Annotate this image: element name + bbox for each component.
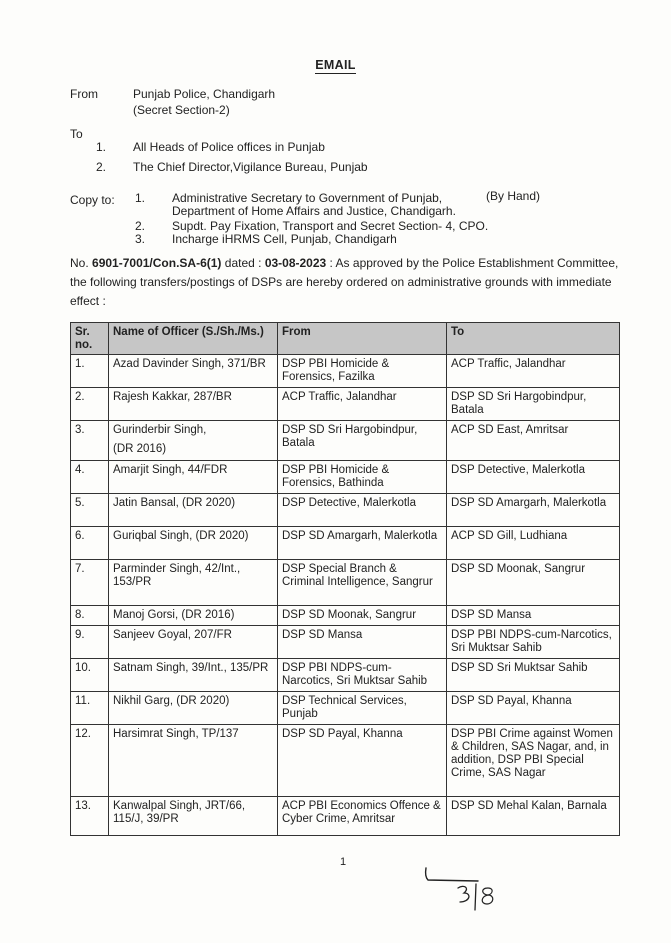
cell-name: Sanjeev Goyal, 207/FR [109,626,278,659]
cell-name: Rajesh Kakkar, 287/BR [109,388,278,421]
order-text: : As approved by the Police Establishment Committee, the following transfers/postings of DSPs are hereby ordered on administrative grounds with immediate effect : [70,256,619,308]
cell-sr: 9. [71,626,109,659]
copy-to-item-num: 2. [135,219,146,233]
to-item-text: All Heads of Police offices in Punjab [133,140,325,154]
from-line-2: (Secret Section-2) [133,103,230,117]
cell-to: ACP SD East, Amritsar [447,421,620,461]
cell-name: Nikhil Garg, (DR 2020) [109,692,278,725]
cell-to: ACP Traffic, Jalandhar [447,355,620,388]
cell-name: Amarjit Singh, 44/FDR [109,461,278,494]
cell-name: Parminder Singh, 42/Int., 153/PR [109,560,278,606]
cell-name: Azad Davinder Singh, 371/BR [109,355,278,388]
cell-name-line-1: Gurinderbir Singh, [113,424,207,436]
order-no-label: No. [70,256,89,270]
cell-name-line-2: (DR 2016) [113,443,167,455]
cell-from: DSP Special Branch & Criminal Intelligence, Sangrur [278,560,447,606]
cell-to: DSP SD Sri Muktsar Sahib [447,659,620,692]
cell-from: DSP SD Moonak, Sangrur [278,606,447,626]
table-row [71,659,620,692]
to-item-text: The Chief Director,Vigilance Bureau, Punjab [133,160,368,174]
cell-sr: 8. [71,606,109,626]
order-dated-label: dated : [224,256,262,270]
copy-to-item-num: 3. [135,232,146,246]
cell-name: Kanwalpal Singh, JRT/66, 115/J, 39/PR [109,797,278,836]
copy-to-item-text-2: Department of Home Affairs and Justice, Chandigarh. [172,204,456,218]
copy-to-item-text: Incharge iHRMS Cell, Punjab, Chandigarh [172,232,397,246]
cell-sr: 2. [71,388,109,421]
cell-name: Manoj Gorsi, (DR 2016) [109,606,278,626]
cell-to: DSP SD Payal, Khanna [447,692,620,725]
cell-sr: 13. [71,797,109,836]
cell-sr: 6. [71,527,109,560]
cell-to: DSP PBI NDPS-cum-Narcotics, Sri Muktsar Sahib [447,626,620,659]
copy-to-label: Copy to: [70,193,115,207]
cell-from: DSP SD Mansa [278,626,447,659]
order-paragraph [70,254,622,311]
cell-sr: 10. [71,659,109,692]
copy-to-item-text: Administrative Secretary to Government of Punjab, [172,191,443,205]
table-row [71,494,620,527]
header-sr-no: Sr. no. [71,323,109,355]
cell-to: DSP Detective, Malerkotla [447,461,620,494]
cell-to: DSP SD Mansa [447,606,620,626]
cell-to: ACP SD Gill, Ludhiana [447,527,620,560]
cell-sr: 4. [71,461,109,494]
cell-name: Jatin Bansal, (DR 2020) [109,494,278,527]
table-row [71,626,620,659]
from-line-1: Punjab Police, Chandigarh [133,87,276,101]
cell-name: Guriqbal Singh, (DR 2020) [109,527,278,560]
order-number: 6901-7001/Con.SA-6(1) [92,256,222,270]
table-row [71,725,620,797]
from-label: From [70,87,98,101]
cell-from: DSP SD Payal, Khanna [278,725,447,797]
to-item-num: 2. [96,160,107,174]
cell-sr: 5. [71,494,109,527]
cell-from: ACP PBI Economics Offence & Cyber Crime, Amritsar [278,797,447,836]
cell-from: DSP SD Sri Hargobindpur, Batala [278,421,447,461]
table-row [71,560,620,606]
cell-from: DSP SD Amargarh, Malerkotla [278,527,447,560]
table-row [71,355,620,388]
cell-name: Harsimrat Singh, TP/137 [109,725,278,797]
page-number: 1 [340,856,347,868]
cell-sr: 11. [71,692,109,725]
header-to: To [447,323,620,355]
cell-from: DSP PBI Homicide & Forensics, Fazilka [278,355,447,388]
table-row [71,606,620,626]
table-header-row [71,323,620,355]
table-row [71,388,620,421]
table-row [71,527,620,560]
cell-to: DSP PBI Crime against Women & Children, SAS Nagar, and, in addition, DSP PBI Special Crime, SAS Nagar [447,725,620,797]
to-item-num: 1. [96,140,107,154]
cell-from: DSP Detective, Malerkotla [278,494,447,527]
cell-to: DSP SD Moonak, Sangrur [447,560,620,606]
cell-from: DSP PBI Homicide & Forensics, Bathinda [278,461,447,494]
cell-sr: 12. [71,725,109,797]
table-row [71,461,620,494]
cell-to: DSP SD Sri Hargobindpur, Batala [447,388,620,421]
table-row [71,797,620,836]
cell-to: DSP SD Amargarh, Malerkotla [447,494,620,527]
header-from: From [278,323,447,355]
order-date: 03-08-2023 [264,256,327,270]
cell-from: DSP Technical Services, Punjab [278,692,447,725]
cell-from: ACP Traffic, Jalandhar [278,388,447,421]
transfers-table [70,322,620,836]
table-row [71,421,620,461]
cell-sr: 3. [71,421,109,461]
header-name-of-officer: Name of Officer (S./Sh./Ms.) [109,323,278,355]
cell-sr: 7. [71,560,109,606]
cell-sr: 1. [71,355,109,388]
cell-name [109,421,278,461]
copy-to-item-note: (By Hand) [486,189,541,203]
cell-name: Satnam Singh, 39/Int., 135/PR [109,659,278,692]
cell-from: DSP PBI NDPS-cum-Narcotics, Sri Muktsar Sahib [278,659,447,692]
handwritten-signature-icon [418,862,508,922]
copy-to-item-num: 1. [135,191,146,205]
cell-to: DSP SD Mehal Kalan, Barnala [447,797,620,836]
table-row [71,692,620,725]
to-label: To [70,127,83,141]
document-heading: EMAIL [315,58,356,72]
copy-to-item-text: Supdt. Pay Fixation, Transport and Secret Section- 4, CPO. [172,219,489,233]
